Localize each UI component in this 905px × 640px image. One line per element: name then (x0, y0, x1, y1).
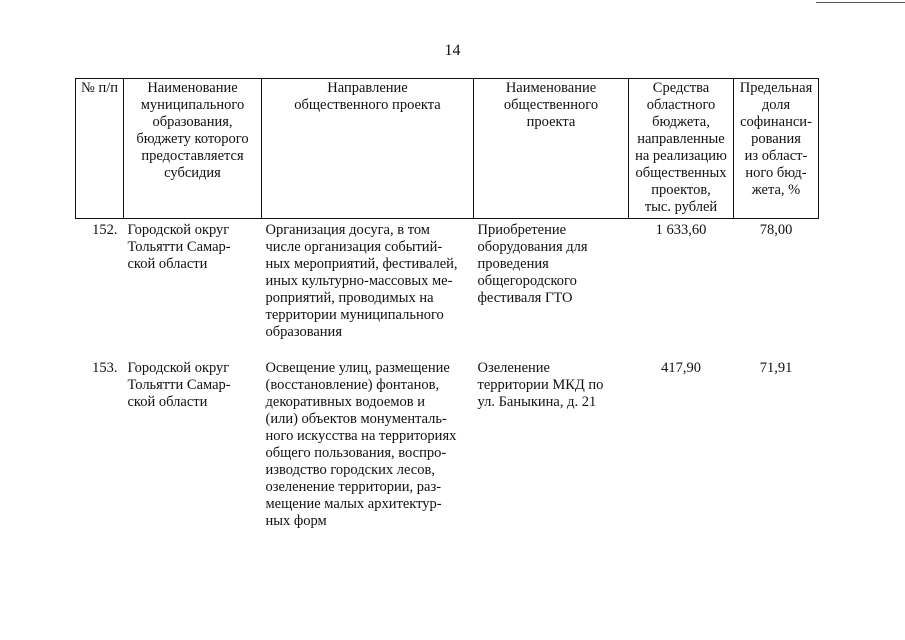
table-header-row (76, 79, 819, 219)
table-row (76, 342, 819, 530)
header-number: № п/п (76, 79, 124, 219)
project-direction: Организация досуга, в том числе организация событий- ных мероприятий, фестивалей, иных культурно-массовых ме- роприятий, проводимых на территории муниципального образования (265, 222, 458, 340)
table-row (76, 219, 819, 343)
municipality-name: Городской округ Тольятти Самар- ской области (127, 222, 231, 272)
budget-amount: 417,90 (661, 360, 701, 376)
header-project-name: Наименование общественного проекта (474, 79, 629, 219)
header-cofinancing-share: Предельная доля софинанси- рования из област- ного бюд- жета, % (734, 79, 819, 219)
row-number: 152. (92, 222, 118, 238)
budget-amount: 1 633,60 (655, 222, 707, 238)
municipality-name: Городской округ Тольятти Самар- ской области (127, 360, 231, 410)
header-municipality: Наименование муниципального образования, бюджету которого предоставляется субсидия (124, 79, 262, 219)
header-budget-funds: Средства областного бюджета, направленные на реализацию общественных проектов, тыс. рублей (629, 79, 734, 219)
project-name: Озеленение территории МКД по ул. Баныкина, д. 21 (477, 360, 604, 410)
cofinancing-share: 71,91 (759, 360, 793, 376)
row-number: 153. (92, 360, 118, 376)
project-direction: Освещение улиц, размещение (восстановление) фонтанов, декоративных водоемов и (или) объектов монументаль- ного искусства на территориях общего пользования, воспро- изводство городских лесов, озеленение территории, раз- мещение малых архитектур- ных форм (265, 360, 457, 529)
cofinancing-share: 78,00 (759, 222, 793, 238)
header-direction: Направление общественного проекта (262, 79, 474, 219)
corner-rule (816, 2, 905, 3)
subsidy-table (75, 78, 819, 530)
page-number: 14 (444, 42, 461, 59)
project-name: Приобретение оборудования для проведения общегородского фестиваля ГТО (477, 222, 588, 306)
